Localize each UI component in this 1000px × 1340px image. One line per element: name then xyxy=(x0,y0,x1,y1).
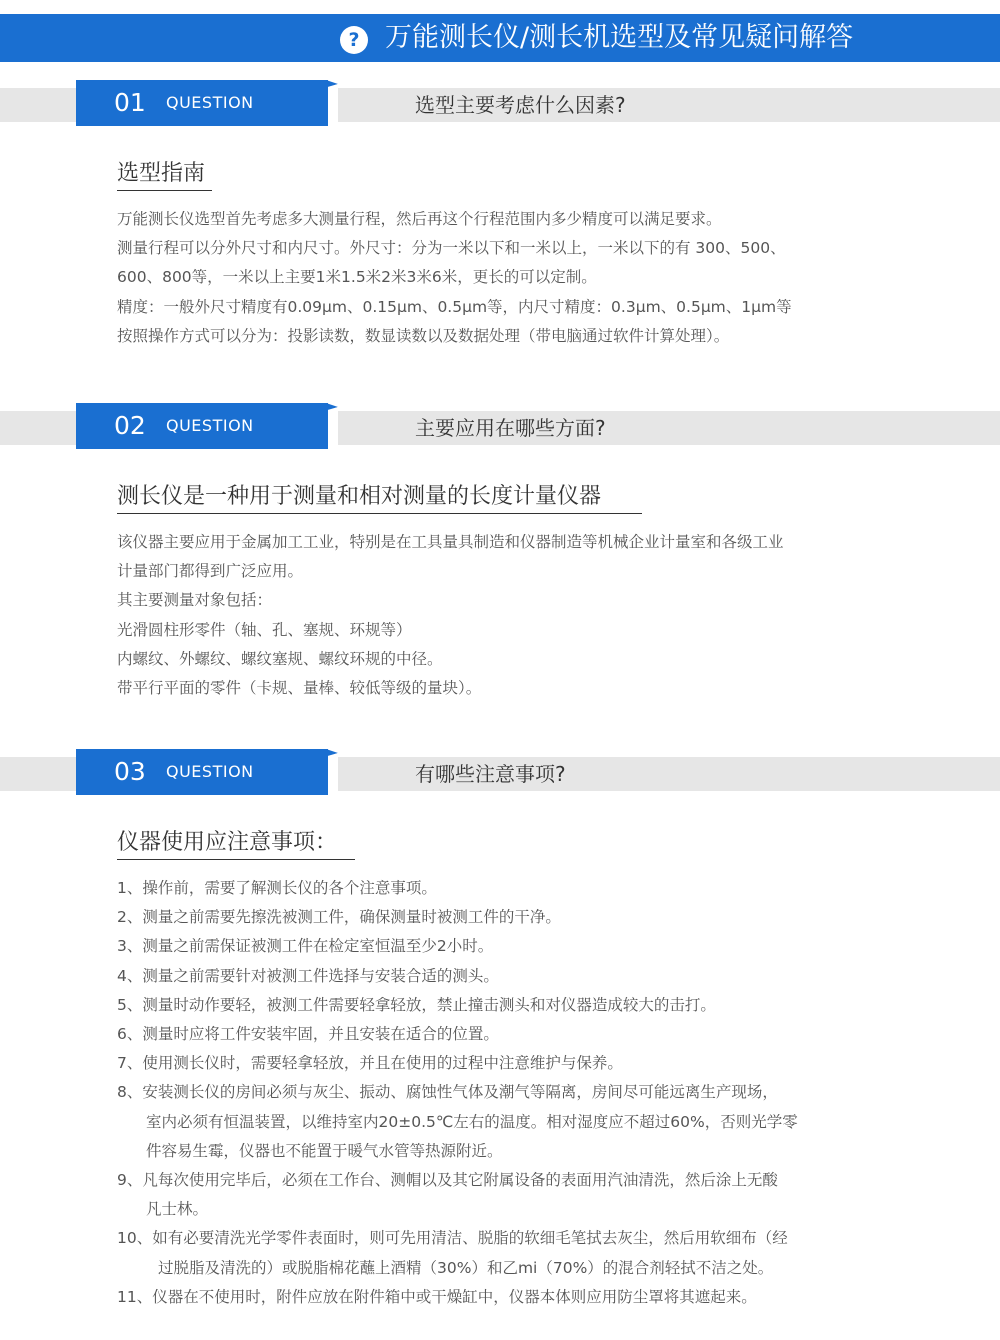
body-line: 光滑圆柱形零件（轴、孔、塞规、环规等） xyxy=(117,620,412,639)
body-line: 带平行平面的零件（卡规、量棒、较低等级的量块）。 xyxy=(117,679,482,698)
body-line: 测量行程可以分外尺寸和内尺寸。外尺寸：分为一米以下和一米以上，一米以下的有 300、500、 xyxy=(117,239,786,258)
section-subheading: 仪器使用应注意事项： xyxy=(117,830,338,855)
body-line: 10、如有必要清洗光学零件表面时，则可先用清洁、脱脂的软细毛笔拭去灰尘，然后用软细布（经 xyxy=(117,1229,788,1248)
body-line: 11、仪器在不使用时，附件应放在附件箱中或干燥缸中，仪器本体则应用防尘罩将其遮起来。 xyxy=(117,1287,757,1306)
body-line: 600、800等，一米以上主要1米1.5米2米3米6米，更长的可以定制。 xyxy=(117,268,597,287)
body-line: 凡士林。 xyxy=(146,1200,209,1219)
body-line: 计量部门都得到广泛应用。 xyxy=(117,562,304,581)
section-body xyxy=(117,205,917,351)
section-body xyxy=(117,874,917,1312)
body-line: 按照操作方式可以分为：投影读数，数显读数以及数据处理（带电脑通过软件计算处理）。 xyxy=(117,326,730,345)
body-line: 8、安装测长仪的房间必须与灰尘、振动、腐蚀性气体及潮气等隔离，房间尽可能远离生产现场， xyxy=(117,1083,778,1102)
faq-section-1 xyxy=(0,80,1000,370)
subheading-underline xyxy=(117,513,642,514)
body-line: 4、测量之前需要针对被测工件选择与安装合适的测头。 xyxy=(117,966,499,985)
body-line: 内螺纹、外螺纹、螺纹塞规、螺纹环规的中径。 xyxy=(117,649,443,668)
question-label: QUESTION xyxy=(166,416,254,435)
question-tag xyxy=(76,749,336,795)
body-line: 室内必须有恒温装置，以维持室内20±0.5℃左右的温度。相对湿度应不超过60%，否则光学零 xyxy=(146,1112,798,1131)
faq-section-2 xyxy=(0,403,1000,723)
question-tag xyxy=(76,403,336,449)
question-text: 选型主要考虑什么因素? xyxy=(415,93,626,117)
body-line: 6、测量时应将工件安装牢固，并且安装在适合的位置。 xyxy=(117,1025,499,1044)
page-title: 万能测长仪/测长机选型及常见疑问解答 xyxy=(385,22,854,53)
question-text: 有哪些注意事项? xyxy=(415,762,566,786)
subheading-underline xyxy=(117,859,355,860)
question-number: 02 xyxy=(114,411,146,440)
body-line: 该仪器主要应用于金属加工工业，特别是在工具量具制造和仪器制造等机械企业计量室和各级工业 xyxy=(117,533,784,551)
body-line: 精度：一般外尺寸精度有0.09μm、0.15μm、0.5μm等，内尺寸精度：0.3μm、0.5μm、1μm等 xyxy=(117,297,792,316)
section-subheading: 选型指南 xyxy=(117,161,206,186)
body-line: 其主要测量对象包括： xyxy=(117,591,273,610)
body-line: 7、使用测长仪时，需要轻拿轻放，并且在使用的过程中注意维护与保养。 xyxy=(117,1054,623,1073)
body-line: 5、测量时动作要轻，被测工件需要轻拿轻放，禁止撞击测头和对仪器造成较大的击打。 xyxy=(117,995,716,1014)
body-line: 2、测量之前需要先擦洗被测工件，确保测量时被测工件的干净。 xyxy=(117,908,561,927)
question-label: QUESTION xyxy=(166,762,254,781)
question-tag xyxy=(76,80,336,126)
page-header xyxy=(0,14,1000,62)
body-line: 9、凡每次使用完毕后，必须在工作台、测帽以及其它附属设备的表面用汽油清洗，然后涂上无酸 xyxy=(117,1171,778,1190)
section-subheading: 测长仪是一种用于测量和相对测量的长度计量仪器 xyxy=(117,484,602,509)
faq-section-3 xyxy=(0,749,1000,1329)
question-number: 03 xyxy=(114,757,146,786)
section-body xyxy=(117,528,917,703)
question-text: 主要应用在哪些方面? xyxy=(415,416,606,440)
body-line: 1、操作前，需要了解测长仪的各个注意事项。 xyxy=(117,879,437,897)
body-line: 件容易生霉，仪器也不能置于暖气水管等热源附近。 xyxy=(146,1141,503,1160)
question-label: QUESTION xyxy=(166,93,254,112)
subheading-underline xyxy=(117,190,212,191)
question-icon: ? xyxy=(340,26,368,54)
body-line: 3、测量之前需保证被测工件在检定室恒温至少2小时。 xyxy=(117,937,494,956)
question-number: 01 xyxy=(114,88,146,117)
body-line: 万能测长仪选型首先考虑多大测量行程，然后再这个行程范围内多少精度可以满足要求。 xyxy=(117,210,722,228)
body-line: 过脱脂及清洗的）或脱脂棉花蘸上酒精（30%）和乙mi（70%）的混合剂轻拭不洁之处。 xyxy=(158,1258,774,1277)
